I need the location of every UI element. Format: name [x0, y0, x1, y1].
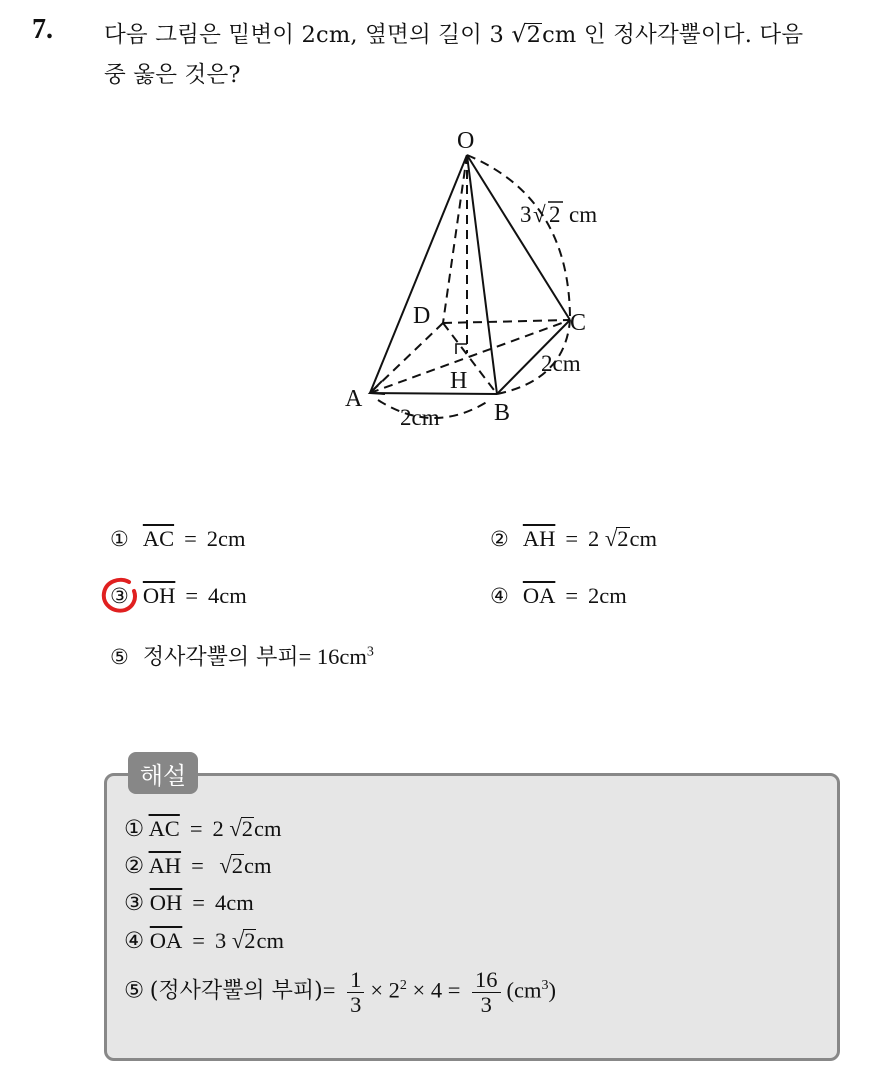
option-1[interactable] — [110, 526, 246, 552]
edge-DC — [443, 320, 570, 323]
solution-4-coefficient: 3 — [215, 928, 227, 953]
unit-exponent: 3 — [541, 978, 549, 994]
option-1-number: ① — [110, 527, 129, 551]
equals-sign: = — [565, 526, 579, 551]
option-4-segment: $\overline{OA}$ — [522, 583, 556, 608]
times-four: × 4 = — [412, 977, 461, 1003]
solution-1-radicand: 2 — [241, 816, 254, 841]
option-4-value: 2cm — [588, 583, 627, 608]
edge-OD — [443, 155, 467, 323]
question-line1-end: cm 인 정사각뿔이다. 다음 — [542, 22, 804, 48]
label-A: A — [345, 386, 363, 412]
solution-1-number: ① — [124, 816, 145, 841]
equals-sign: = — [192, 928, 205, 953]
equals-sign: = — [192, 890, 205, 915]
edge-label-radicand: 2 — [549, 202, 561, 227]
equals-sign: = — [298, 644, 317, 669]
solution-4-number: ④ — [124, 928, 145, 953]
equals-sign: = — [189, 816, 203, 841]
solution-line-4 — [124, 928, 284, 954]
option-3-segment: $\overline{OH}$ — [142, 583, 176, 608]
fraction-numerator: 16 — [472, 968, 501, 993]
equals-sign: = — [565, 583, 579, 608]
base-label: 2cm — [400, 405, 440, 430]
edge-AB — [370, 393, 497, 394]
solution-2-segment: $\overline{AH}$ — [148, 853, 182, 878]
square-exponent: 2 — [399, 978, 407, 994]
question-line1-start: 다음 그림은 밑변이 2cm, 옆면의 길이 3 — [104, 22, 504, 48]
fraction-one-third — [347, 968, 364, 1017]
equals-sign: = — [184, 526, 197, 551]
option-3-value: 4cm — [208, 583, 247, 608]
solution-4-segment: $\overline{OA}$ — [149, 928, 183, 953]
unit-close: ) — [548, 977, 557, 1003]
option-5-number: ⑤ — [110, 645, 129, 669]
sqrt-symbol: √ — [231, 928, 245, 953]
answer-circle-mark — [100, 575, 140, 615]
side-label: 2cm — [541, 351, 581, 376]
equals-sign: = — [185, 583, 199, 608]
fraction-denominator: 3 — [480, 992, 492, 1017]
label-D: D — [413, 303, 431, 329]
unit-open: (cm — [506, 977, 542, 1003]
solution-2-unit: cm — [244, 853, 272, 878]
solution-line-2 — [124, 853, 272, 879]
sqrt-symbol: √ — [604, 526, 618, 551]
times-two: × 2 — [370, 977, 400, 1003]
edge-label-unit: cm — [569, 202, 598, 227]
option-2-radicand: 2 — [617, 526, 629, 551]
edge-label-coefficient: 3 — [520, 202, 532, 227]
solution-line-3 — [124, 890, 254, 916]
fraction-sixteen-thirds — [472, 968, 501, 1017]
option-4[interactable] — [490, 583, 627, 609]
edge-label-sqrt-symbol: √ — [533, 202, 546, 227]
option-5-text: 정사각뿔의 부피 — [142, 645, 299, 670]
option-1-segment: $\overline{AC}$ — [142, 526, 175, 551]
label-H: H — [450, 368, 468, 394]
question-text — [104, 14, 874, 95]
diag-AC — [370, 320, 570, 393]
solution-title-tab: 해설 — [128, 752, 198, 794]
sqrt-radicand: 2 — [526, 22, 542, 48]
solution-3-segment: $\overline{OH}$ — [149, 890, 183, 915]
sqrt-symbol: √ — [219, 853, 232, 878]
solution-4-radicand: 2 — [244, 928, 256, 953]
equals-sign: = — [191, 853, 204, 878]
sqrt-symbol: √ — [511, 20, 527, 48]
fraction-numerator: 1 — [347, 968, 364, 993]
option-5-exponent: 3 — [366, 644, 374, 660]
solution-1-coefficient: 2 — [212, 816, 224, 841]
question-number: 7. — [32, 14, 53, 45]
label-O: O — [457, 128, 475, 154]
solution-3-number: ③ — [124, 890, 145, 915]
label-C: C — [570, 310, 587, 336]
edge-OB — [467, 155, 497, 394]
solution-5-number: ⑤ — [124, 977, 145, 1003]
solution-5-text: (정사각뿔의 부피) — [149, 978, 323, 1004]
option-2[interactable] — [490, 526, 657, 552]
edge-OA — [370, 155, 467, 393]
solution-3-value: 4cm — [215, 890, 254, 915]
question-line2: 중 옳은 것은? — [104, 62, 241, 88]
solution-line-5 — [124, 968, 556, 1017]
option-1-value: 2cm — [206, 526, 246, 551]
option-5[interactable] — [110, 640, 374, 671]
option-2-unit: cm — [629, 526, 658, 551]
option-2-segment: $\overline{AH}$ — [522, 526, 556, 551]
pyramid-figure — [330, 118, 660, 448]
solution-4-unit: cm — [256, 928, 284, 953]
solution-2-radicand: 2 — [231, 853, 243, 878]
option-3-number: ③ — [110, 584, 129, 608]
equals-sign: = — [322, 977, 336, 1003]
solution-1-unit: cm — [254, 816, 282, 841]
option-2-number: ② — [490, 527, 509, 551]
solution-line-1 — [124, 816, 282, 842]
option-4-number: ④ — [490, 584, 509, 608]
option-5-value: 16cm — [316, 644, 367, 669]
label-B: B — [494, 400, 511, 426]
fraction-denominator: 3 — [350, 992, 362, 1017]
option-2-coefficient: 2 — [588, 526, 600, 551]
solution-1-segment: $\overline{AC}$ — [148, 816, 180, 841]
solution-2-number: ② — [124, 853, 145, 878]
sqrt-symbol: √ — [229, 816, 242, 841]
